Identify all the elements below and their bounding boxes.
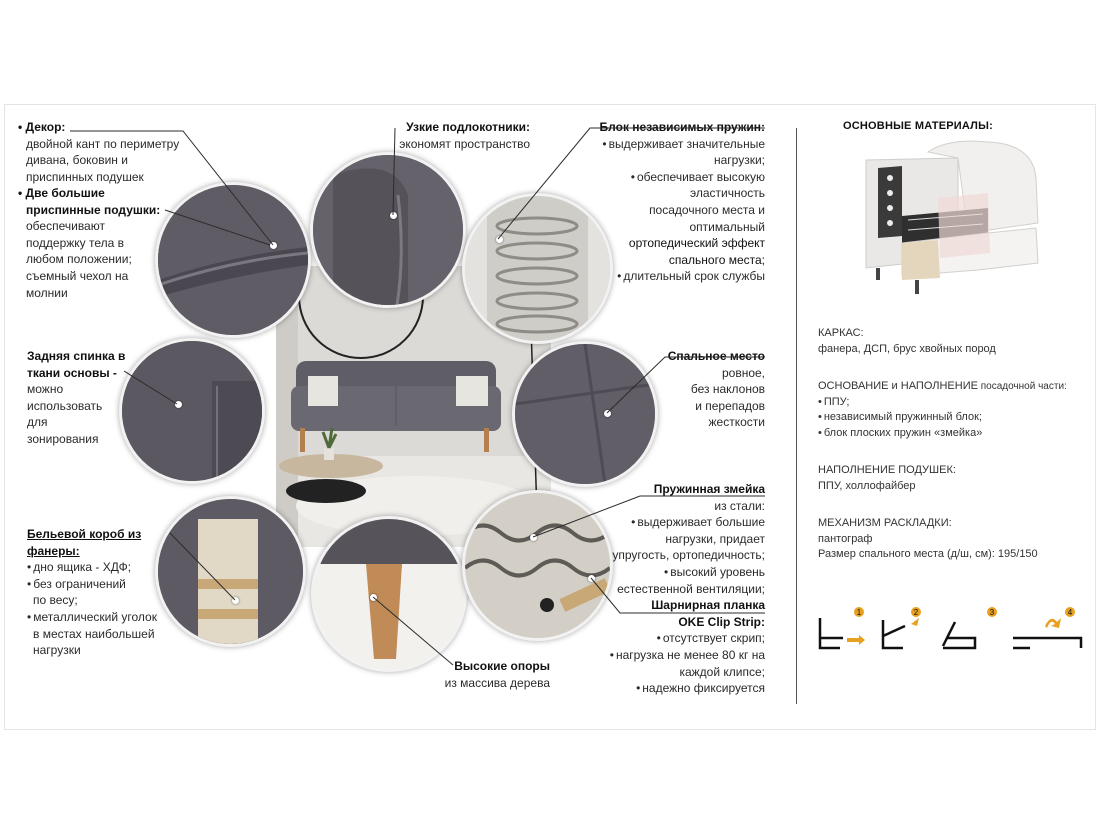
pillows-block: • Две большие приспинные подушки: обеспечивают поддержку тела в любом положении; съемный чехол на молнии xyxy=(18,185,178,301)
unfolding-steps xyxy=(815,606,1085,656)
sofa-cross-section-illustration xyxy=(858,138,1048,298)
decor-block: • Декор: двойной кант по периметру дивана, боковин и приспинных подушек xyxy=(18,119,188,185)
base-item: • ППУ; xyxy=(818,395,1088,411)
base-item: • независимый пружинный блок; xyxy=(818,410,1088,426)
clip-title: Шарнирная планка xyxy=(651,598,765,613)
springs-line: посадочного места и xyxy=(649,202,765,217)
frame-label: КАРКАС: xyxy=(818,327,864,339)
springs-line: • длительный срок службы xyxy=(580,268,765,285)
pillow-value: ППУ, холлофайбер xyxy=(818,479,916,492)
base-item: • блок плоских пружин «змейка» xyxy=(818,426,1088,442)
legs-line: из массива дерева xyxy=(444,675,550,690)
back-title: ткани основы - xyxy=(27,365,117,380)
springs-line: • обеспечивает высокую xyxy=(580,169,765,186)
materials-list xyxy=(818,326,1088,563)
snake-line: из стали: xyxy=(714,498,765,513)
springs-line: спального места; xyxy=(668,252,765,267)
back-line: зонирования xyxy=(27,431,99,446)
legs-title: Высокие опоры xyxy=(454,659,550,673)
springs-title: Блок независимых пружин: xyxy=(599,120,765,134)
box-line: • без ограничений xyxy=(27,576,167,593)
clip-title: OKE Clip Strip: xyxy=(678,614,765,629)
mechanism-label: МЕХАНИЗМ РАСКЛАДКИ: xyxy=(818,517,952,529)
decor-title: Декор: xyxy=(25,120,66,134)
springs-line: оптимальный xyxy=(689,219,765,234)
armrests-title: Узкие подлокотники: xyxy=(406,120,530,134)
springs-line: нагрузки; xyxy=(713,153,765,168)
clip-line: • надежно фиксируется xyxy=(590,680,765,697)
box-line: в местах наибольшей xyxy=(33,626,155,641)
sleep-title: Спальное место xyxy=(667,349,765,363)
box-title: Бельевой короб из xyxy=(27,527,142,541)
sleep-line: и перепадов xyxy=(695,398,765,413)
snake-line: • высокий уровень xyxy=(590,564,765,581)
step-number: 3 xyxy=(989,608,995,617)
pillows-title: Две большие xyxy=(25,186,105,200)
snake-line: • выдерживает большие xyxy=(590,514,765,531)
back-line: для xyxy=(27,415,48,430)
clip-line: • отсутствует скрип; xyxy=(590,630,765,647)
box-line: по весу; xyxy=(33,593,78,608)
sleep-line: ровное, xyxy=(721,365,765,380)
frame-value: фанера, ДСП, брус хвойных пород xyxy=(818,342,996,355)
back-title: Задняя спинка в xyxy=(27,349,126,363)
back-line: использовать xyxy=(27,398,103,413)
back-line: можно xyxy=(27,382,64,397)
base-label xyxy=(818,379,1088,395)
sleep-line: без наклонов xyxy=(690,382,765,397)
pillows-line: любом положении; xyxy=(26,252,132,267)
sleeping-size: Размер спального места (д/ш, см): 195/150 xyxy=(818,548,1038,560)
springs-line: эластичность xyxy=(689,186,765,201)
column-divider xyxy=(796,128,797,704)
box-line: • металлический уголок xyxy=(27,609,167,626)
pillows-line: молнии xyxy=(26,285,68,300)
mechanism-value: пантограф xyxy=(818,532,873,545)
armrests-line: экономят пространство xyxy=(399,136,530,151)
clip-line: каждой клипсе; xyxy=(679,664,765,679)
pillows-line: обеспечивают xyxy=(26,219,105,234)
decor-line: дивана, боковин и xyxy=(26,153,128,168)
pillow-label: НАПОЛНЕНИЕ ПОДУШЕК: xyxy=(818,464,956,476)
step-number: 4 xyxy=(1067,608,1073,617)
springs-line: • выдерживает значительные xyxy=(580,136,765,153)
base-label-main: ОСНОВАНИЕ и НАПОЛНЕНИЕ xyxy=(818,380,978,392)
box-line: нагрузки xyxy=(33,643,81,658)
box-title: фанеры: xyxy=(27,543,80,558)
snake-line: естественной вентиляции; xyxy=(617,581,765,596)
decor-line: приспинных подушек xyxy=(26,169,144,184)
materials-heading: ОСНОВНЫЕ МАТЕРИАЛЫ: xyxy=(843,120,993,132)
snake-line: нагрузки, придает xyxy=(665,531,765,546)
snake-line: упругость, ортопедичность; xyxy=(612,548,765,563)
pillows-line: поддержку тела в xyxy=(26,235,125,250)
springs-line: ортопедический эффект xyxy=(628,236,765,251)
box-line: • дно ящика - ХДФ; xyxy=(27,559,167,576)
decor-line: двойной кант по периметру xyxy=(26,136,180,151)
pillows-title: приспинные подушки: xyxy=(26,202,161,217)
sleep-line: жесткости xyxy=(708,415,765,430)
step-number: 2 xyxy=(913,608,919,617)
clip-line: • нагрузка не менее 80 кг на xyxy=(590,647,765,664)
step-number: 1 xyxy=(856,608,862,617)
base-label-small: посадочной части: xyxy=(977,381,1067,392)
pillows-line: съемный чехол на xyxy=(26,268,129,283)
snake-title: Пружинная змейка xyxy=(653,482,765,496)
